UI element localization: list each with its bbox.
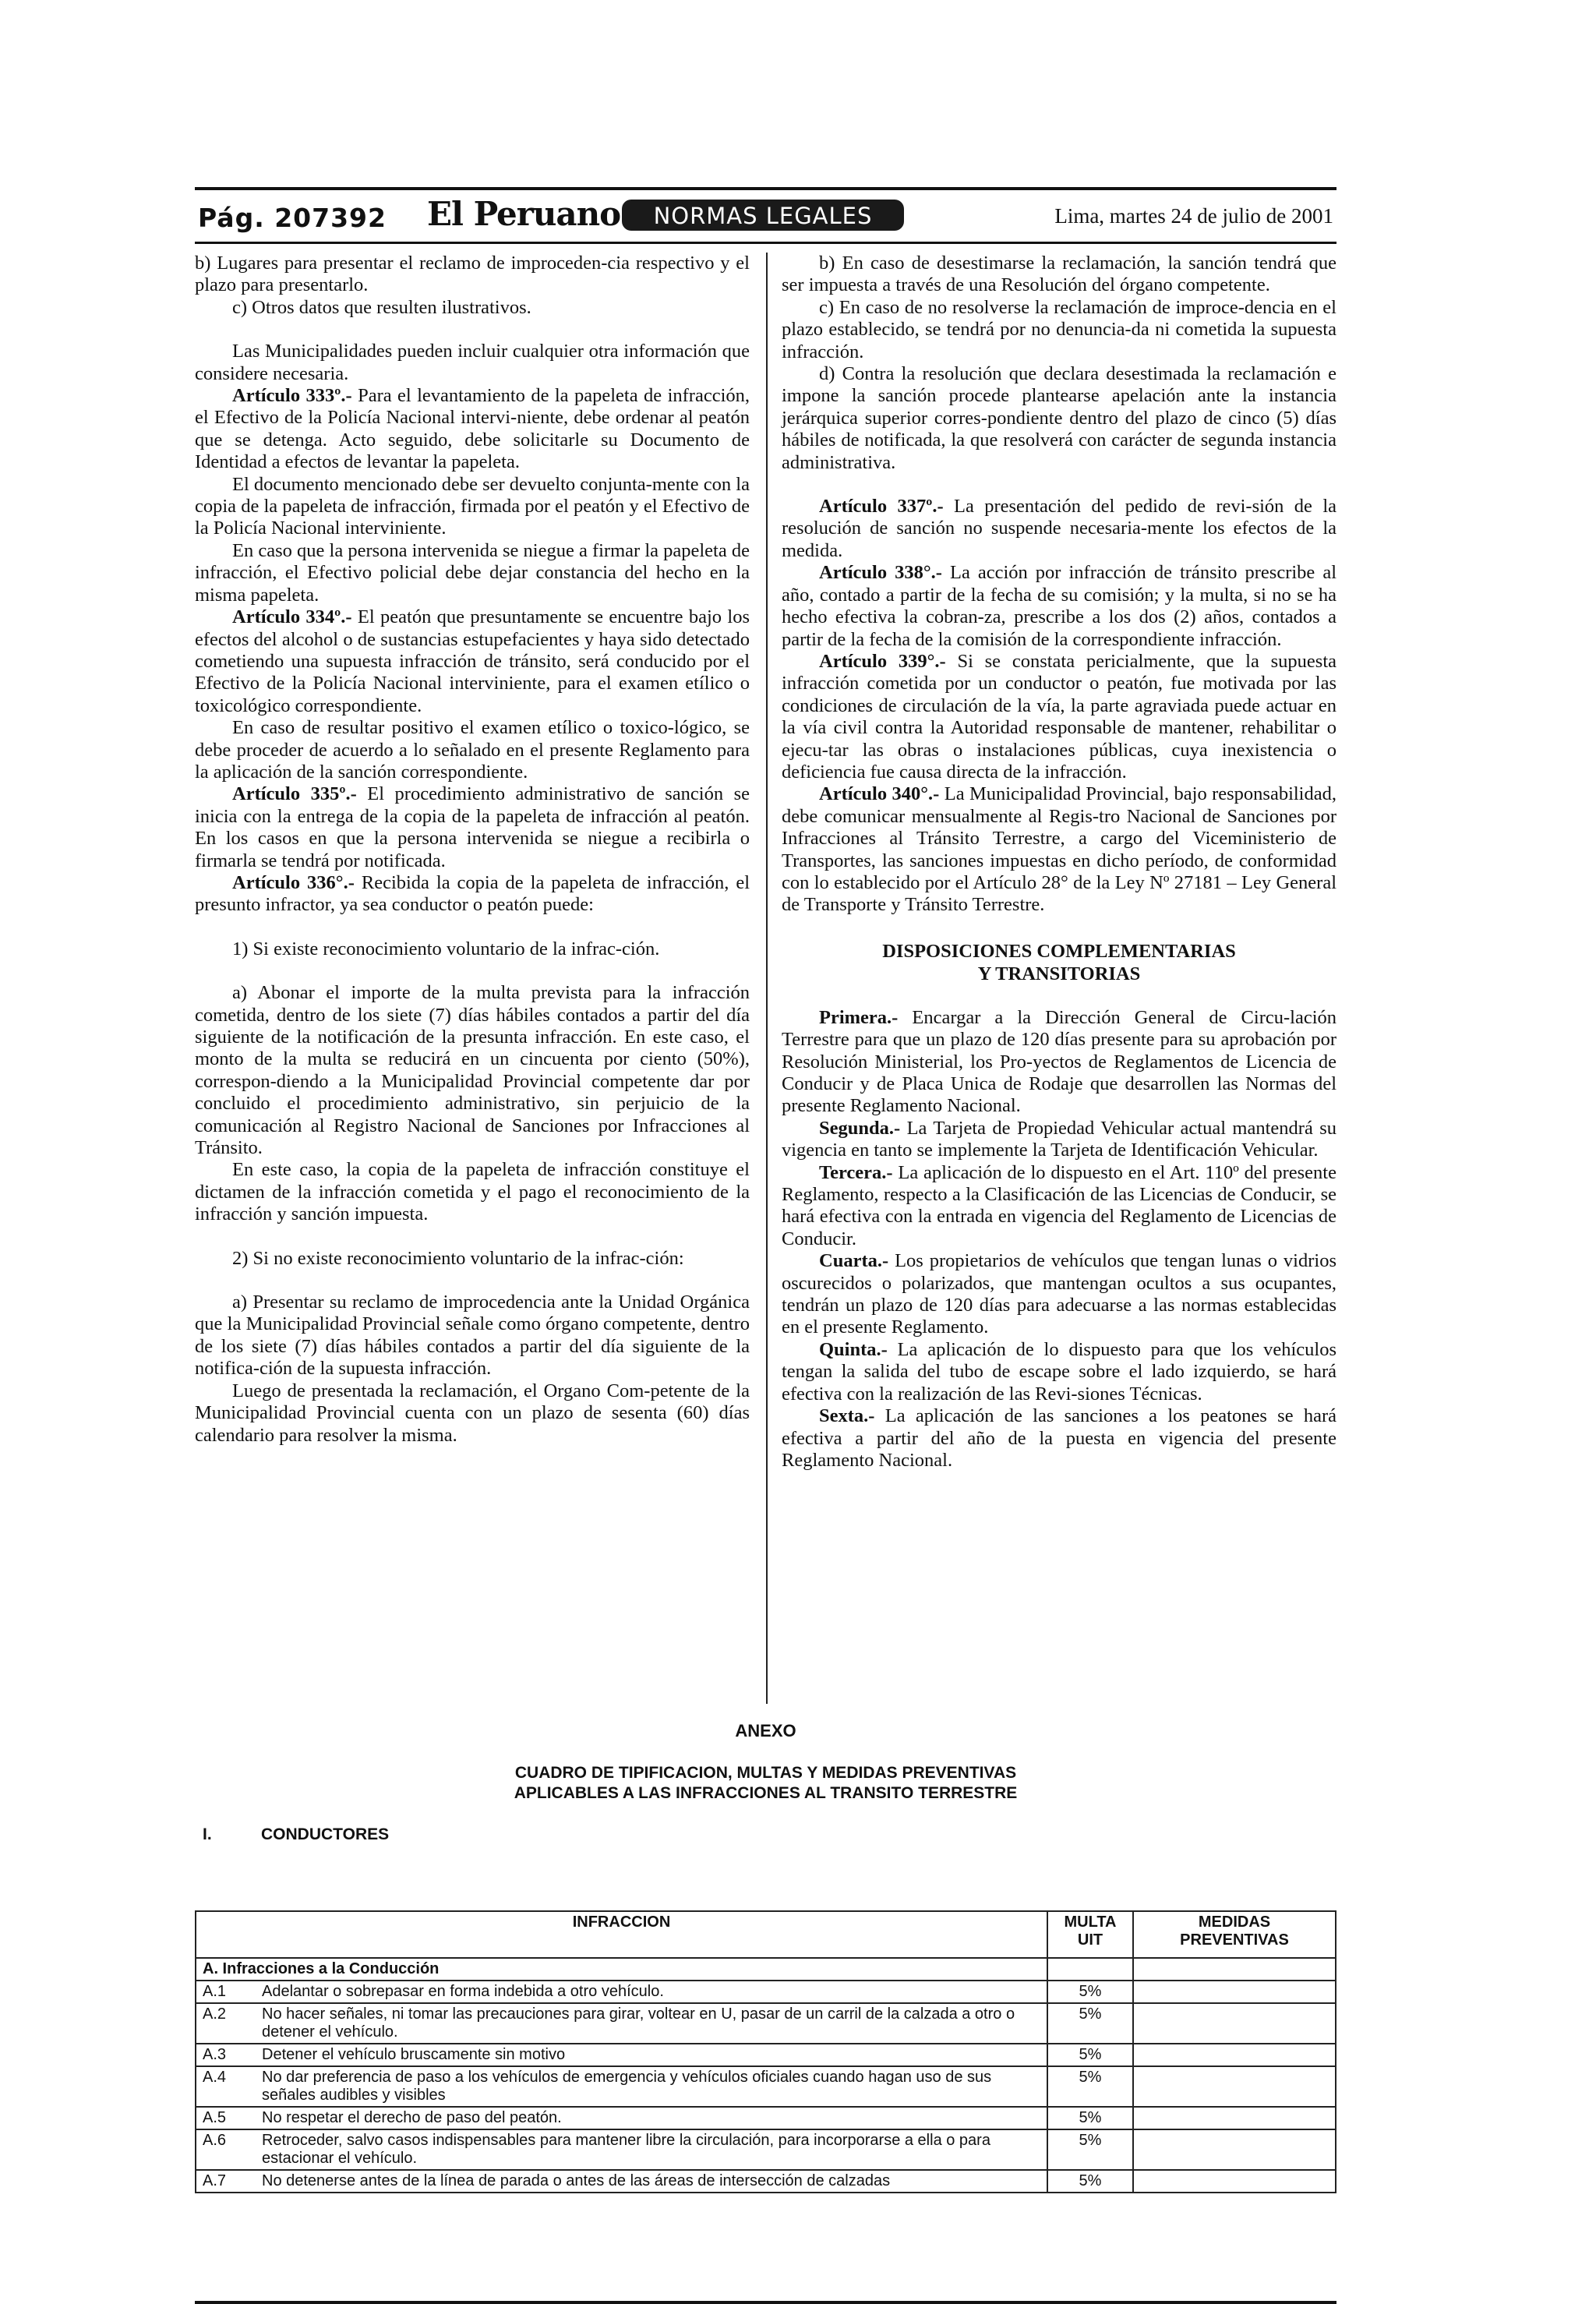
infraction-description: Adelantar o sobrepasar en forma indebida a otro vehículo.: [256, 1981, 1047, 2003]
paragraph-text: Recibida la copia de la papeleta de infracción, el presunto infractor, ya sea conductor o peatón puede:: [195, 871, 750, 916]
paragraph-text: La presentación del pedido de revi-sión de la resolución de sanción no suspende necesaria-mente los efectos de la medida.: [782, 496, 1336, 561]
preventive-measure: [1133, 1981, 1336, 2003]
infractions-table: [195, 1910, 1336, 2193]
section-label: CONDUCTORES: [261, 1825, 390, 1843]
article-heading: Sexta.-: [819, 1405, 875, 1427]
infraction-code: A.5: [196, 2107, 256, 2129]
article-heading: Artículo 334º.-: [232, 606, 352, 628]
paragraph-text: La Municipalidad Provincial, bajo responsabilidad, debe comunicar mensualmente al Regis-tro Nacional de Sanciones por Infracciones al Tránsito Terrestre, a cargo del Viceministerio de Transportes, las sanciones impuestas en dicho período, de conformidad con lo establecido por el Artículo 28° de la Ley Nº 27181 – Ley General de Transporte y Tránsito Terrestre.: [782, 783, 1336, 916]
paragraph-text: Para el levantamiento de la papeleta de infracción, el Efectivo de la Policía Nacional intervi-niente, debe ordenar al peatón que se detenga. Acto seguido, debe solicitarle su Documento de Identidad a efectos de levantar la papeleta.: [195, 385, 750, 473]
article-paragraph: [195, 783, 750, 872]
paragraph-text: El procedimiento administrativo de sanción se inicia con la entrega de la copia de la papeleta de infracción al peatón. En los casos en que la persona intervenida se niegue a recibirla o firmarla se tendrá por notificada.: [195, 783, 750, 871]
preventive-measure: [1133, 2066, 1336, 2107]
left-column: [195, 253, 750, 1447]
article-heading: Quinta.-: [819, 1338, 888, 1360]
infraction-code: A.6: [196, 2129, 256, 2170]
infraction-description: No dar preferencia de paso a los vehículos de emergencia y vehículos oficiales cuando hagan uso de sus señales audibles y visibles: [256, 2066, 1047, 2107]
paragraph: [195, 341, 750, 385]
paragraph: [782, 297, 1336, 363]
infraction-code: A.1: [196, 1981, 256, 2003]
annex-subtitle-line-2: APLICABLES A LAS INFRACCIONES AL TRANSITO TERRESTRE: [514, 1784, 1018, 1802]
header-medidas-line-1: MEDIDAS: [1198, 1914, 1271, 1931]
paragraph-text: b) Lugares para presentar el reclamo de improceden-cia respectivo y el plazo para presentarlo.: [195, 253, 750, 296]
header-multa-line-1: MULTA: [1064, 1914, 1117, 1931]
article-heading: Primera.-: [819, 1006, 899, 1028]
annex-subtitle: [195, 1763, 1336, 1804]
infraction-fine: 5%: [1047, 2066, 1133, 2107]
group-medidas-cell: [1133, 1958, 1336, 1981]
annex: [195, 1721, 1336, 1849]
infraction-description: No detenerse antes de la línea de parada o antes de las áreas de intersección de calzadas: [256, 2170, 1047, 2193]
article-heading: Artículo 333º.-: [232, 385, 352, 407]
preventive-measure: [1133, 2129, 1336, 2170]
paragraph-text: c) Otros datos que resulten ilustrativos.: [232, 296, 531, 318]
paragraph: [195, 1380, 750, 1447]
article-heading: Artículo 336°.-: [232, 871, 355, 893]
preventive-measure: [1133, 2170, 1336, 2193]
article-paragraph: [782, 1118, 1336, 1162]
table-header-row: [196, 1911, 1336, 1958]
article-heading: Artículo 339°.-: [819, 650, 946, 672]
annex-section-heading: [195, 1825, 1336, 1849]
infraction-fine: 5%: [1047, 2003, 1133, 2044]
article-paragraph: [782, 1162, 1336, 1251]
article-paragraph: [782, 1007, 1336, 1118]
paragraph-text: Las Municipalidades pueden incluir cualquier otra información que considere necesaria.: [195, 341, 750, 384]
article-paragraph: [782, 783, 1336, 916]
table-row: [196, 2003, 1336, 2044]
bottom-rule: [195, 2301, 1336, 2304]
table-row: [196, 2170, 1336, 2193]
section-number: I.: [203, 1825, 212, 1843]
paragraph-text: La aplicación de lo dispuesto en el Art. 110º del presente Reglamento, respecto a la Clasificación de las Licencias de Conducir, se hará efectiva con la entrada en vigencia del Reglamento de Licencias de Conducir.: [782, 1161, 1336, 1249]
infraction-description: Retroceder, salvo casos indispensables para mantener libre la circulación, para incorporarse a ella o para estacionar el vehículo.: [256, 2129, 1047, 2170]
section-title-line-2: Y TRANSITORIAS: [977, 963, 1141, 984]
table-row: [196, 2107, 1336, 2129]
article-heading: Segunda.-: [819, 1117, 901, 1139]
paragraph: [195, 1292, 750, 1380]
paragraph-text: d) Contra la resolución que declara desestimada la reclamación e impone la sanción procede plantearse apelación ante la instancia jerárquica superior corres-pondiente dentro del plazo de cinco (5) días hábiles de notificada, la que resolverá con carácter de segunda instancia administrativa.: [782, 363, 1336, 473]
article-paragraph: [195, 872, 750, 917]
section-title: [782, 940, 1336, 985]
paragraph: [195, 297, 750, 319]
header-multa: [1047, 1911, 1133, 1958]
article-paragraph: [195, 606, 750, 717]
infraction-code: A.7: [196, 2170, 256, 2193]
infraction-fine: 5%: [1047, 2129, 1133, 2170]
preventive-measure: [1133, 2003, 1336, 2044]
article-paragraph: [195, 385, 750, 474]
table-row: [196, 2129, 1336, 2170]
right-column: [782, 253, 1336, 1472]
paragraph-text: La aplicación de las sanciones a los peatones se hará efectiva a partir del año de la puesta en vigencia del presente Reglamento Nacional.: [782, 1405, 1336, 1471]
article-heading: Artículo 338°.-: [819, 562, 942, 584]
group-multa-cell: [1047, 1958, 1133, 1981]
infraction-fine: 5%: [1047, 1981, 1133, 2003]
preventive-measure: [1133, 2044, 1336, 2066]
paragraph-text: a) Presentar su reclamo de improcedencia ante la Unidad Orgánica que la Municipalidad Provincial señale como órgano competente, dentro de los siete (7) días hábiles contados a partir del día siguiente de la notifica-ción de la supuesta infracción.: [195, 1292, 750, 1380]
infraction-description: No hacer señales, ni tomar las precauciones para girar, voltear en U, pasar de un carril de la calzada a otro o detener el vehículo.: [256, 2003, 1047, 2044]
paragraph: [195, 253, 750, 297]
infraction-description: No respetar el derecho de paso del peatón.: [256, 2107, 1047, 2129]
header-multa-line-2: UIT: [1077, 1931, 1103, 1949]
paragraph: [195, 717, 750, 783]
article-paragraph: [782, 1405, 1336, 1472]
page-header: [195, 187, 1336, 244]
paragraph-text: c) En caso de no resolverse la reclamación de improce-dencia en el plazo establecido, se tendrá por no denuncia-da ni cometida la supuesta infracción.: [782, 296, 1336, 362]
article-heading: Cuarta.-: [819, 1250, 889, 1272]
column-divider: [766, 253, 768, 1704]
header-infraccion: INFRACCION: [196, 1911, 1047, 1958]
paragraph-text: En caso de resultar positivo el examen etílico o toxico-lógico, se debe proceder de acuerdo a lo señalado en el presente Reglamento para la aplicación de la sanción correspondiente.: [195, 717, 750, 783]
table-row: [196, 2044, 1336, 2066]
paragraph-text: La Tarjeta de Propiedad Vehicular actual mantendrá su vigencia en tanto se implemente la Tarjeta de Identificación Vehicular.: [782, 1117, 1336, 1161]
article-paragraph: [782, 651, 1336, 783]
section-title-line-1: DISPOSICIONES COMPLEMENTARIAS: [882, 940, 1236, 962]
annex-subtitle-line-1: CUADRO DE TIPIFICACION, MULTAS Y MEDIDAS PREVENTIVAS: [514, 1764, 1017, 1782]
infraction-code: A.4: [196, 2066, 256, 2107]
table-group-row: [196, 1958, 1336, 1981]
preventive-measure: [1133, 2107, 1336, 2129]
paragraph: [195, 982, 750, 1159]
infraction-fine: 5%: [1047, 2044, 1133, 2066]
infraction-fine: 5%: [1047, 2107, 1133, 2129]
header-medidas-line-2: PREVENTIVAS: [1180, 1931, 1289, 1949]
article-heading: Artículo 335º.-: [232, 783, 357, 805]
article-heading: Tercera.-: [819, 1161, 893, 1183]
paragraph: [195, 540, 750, 606]
table-row: [196, 1981, 1336, 2003]
paragraph-text: Luego de presentada la reclamación, el Organo Com-petente de la Municipalidad Provincial cuenta con un plazo de sesenta (60) días calendario para resolver la misma.: [195, 1380, 750, 1446]
article-paragraph: [782, 562, 1336, 651]
article-paragraph: [782, 496, 1336, 562]
paragraph-text: b) En caso de desestimarse la reclamación, la sanción tendrá que ser impuesta a través de una Resolución del órgano competente.: [782, 253, 1336, 296]
paragraph-text: En este caso, la copia de la papeleta de infracción constituye el dictamen de la infracción cometida y el pago el reconocimiento de la infracción y sanción impuesta.: [195, 1159, 750, 1225]
paragraph: [195, 474, 750, 540]
annex-title: ANEXO: [735, 1721, 796, 1740]
article-heading: Artículo 337º.-: [819, 496, 944, 518]
paragraph: [782, 253, 1336, 297]
paragraph-text: El peatón que presuntamente se encuentre bajo los efectos del alcohol o de sustancias estupefacientes y haya sido detectado cometiendo una supuesta infracción de tránsito, será conducido por el Efectivo de la Policía Nacional interviniente, para el examen etílico o toxicológico correspondiente.: [195, 606, 750, 716]
section-badge: NORMAS LEGALES: [622, 200, 904, 231]
paragraph-text: La acción por infracción de tránsito prescribe al año, contado a partir de la fecha de su comisión; y la multa, si no se ha hecho efectiva la cobran-za, prescribe a los dos (2) años, contados a partir de la fecha de la comisión de la correspondiente infracción.: [782, 562, 1336, 650]
header-medidas: [1133, 1911, 1336, 1958]
infraction-code: A.2: [196, 2003, 256, 2044]
paragraph-text: En caso que la persona intervenida se niegue a firmar la papeleta de infracción, el Efectivo policial debe dejar constancia del hecho en la misma papeleta.: [195, 539, 750, 606]
paragraph-text: Si se constata pericialmente, que la supuesta infracción cometida por un conductor o peatón, fue motivada por las condiciones de circulación de la vía, la parte agraviada puede actuar en la vía civil contra la Autoridad responsable de mantener, rehabilitar o ejecu-tar las obras o instalaciones públicas, cuya inexistencia o deficiencia fue causa directa de la infracción.: [782, 650, 1337, 783]
article-heading: Artículo 340°.-: [819, 783, 940, 805]
infraction-description: Detener el vehículo bruscamente sin motivo: [256, 2044, 1047, 2066]
paragraph-text: La aplicación de lo dispuesto para que los vehículos tengan la salida del tubo de escape sobre el lado izquierdo, se hará efectiva con la realización de las Revi-siones Técnicas.: [782, 1338, 1336, 1405]
paragraph: [195, 1159, 750, 1225]
paragraph-text: 2) Si no existe reconocimiento voluntario de la infrac-ción:: [232, 1247, 684, 1269]
infraction-code: A.3: [196, 2044, 256, 2066]
paragraph-text: El documento mencionado debe ser devuelto conjunta-mente con la copia de la papeleta de infracción, firmada por el peatón y el Efectivo de la Policía Nacional interviniente.: [195, 473, 750, 539]
table-row: [196, 2066, 1336, 2107]
newspaper-logo: El Peruano: [427, 195, 621, 233]
group-label: A. Infracciones a la Conducción: [196, 1958, 1047, 1981]
paragraph: [782, 363, 1336, 474]
publication-date: Lima, martes 24 de julio de 2001: [1054, 204, 1333, 228]
article-paragraph: [782, 1339, 1336, 1405]
paragraph-text: Encargar a la Dirección General de Circu-lación Terrestre para que un plazo de 120 días presente para su aprobación por Resolución Ministerial, los Pro-yectos de Reglamentos de Licencia de Conducir y de Placa Unica de Rodaje que desarrollen las Normas del presente Reglamento Nacional.: [782, 1006, 1336, 1117]
paragraph: [195, 938, 750, 960]
infraction-fine: 5%: [1047, 2170, 1133, 2193]
article-paragraph: [782, 1250, 1336, 1339]
paragraph: [195, 1248, 750, 1270]
paragraph-text: 1) Si existe reconocimiento voluntario de la infrac-ción.: [232, 938, 660, 959]
paragraph-text: a) Abonar el importe de la multa prevista para la infracción cometida, dentro de los siete (7) días hábiles contados a partir del día siguiente de la notificación de la presunta infracción. En este caso, el monto de la multa se reducirá en un cincuenta por ciento (50%), correspon-diendo a la Municipalidad Provincial competente dar por concluido el procedimiento administrativo, sin perjuicio de la comunicación al Registro Nacional de Sanciones por Infracciones al Tránsito.: [195, 982, 750, 1159]
paragraph-text: Los propietarios de vehículos que tengan lunas o vidrios oscurecidos o polarizados, que mantengan ocultos a sus ocupantes, tendrán un plazo de 120 días para adecuarse a las normas establecidas en el presente Reglamento.: [782, 1250, 1336, 1338]
page-number: Pág. 207392: [198, 203, 387, 233]
